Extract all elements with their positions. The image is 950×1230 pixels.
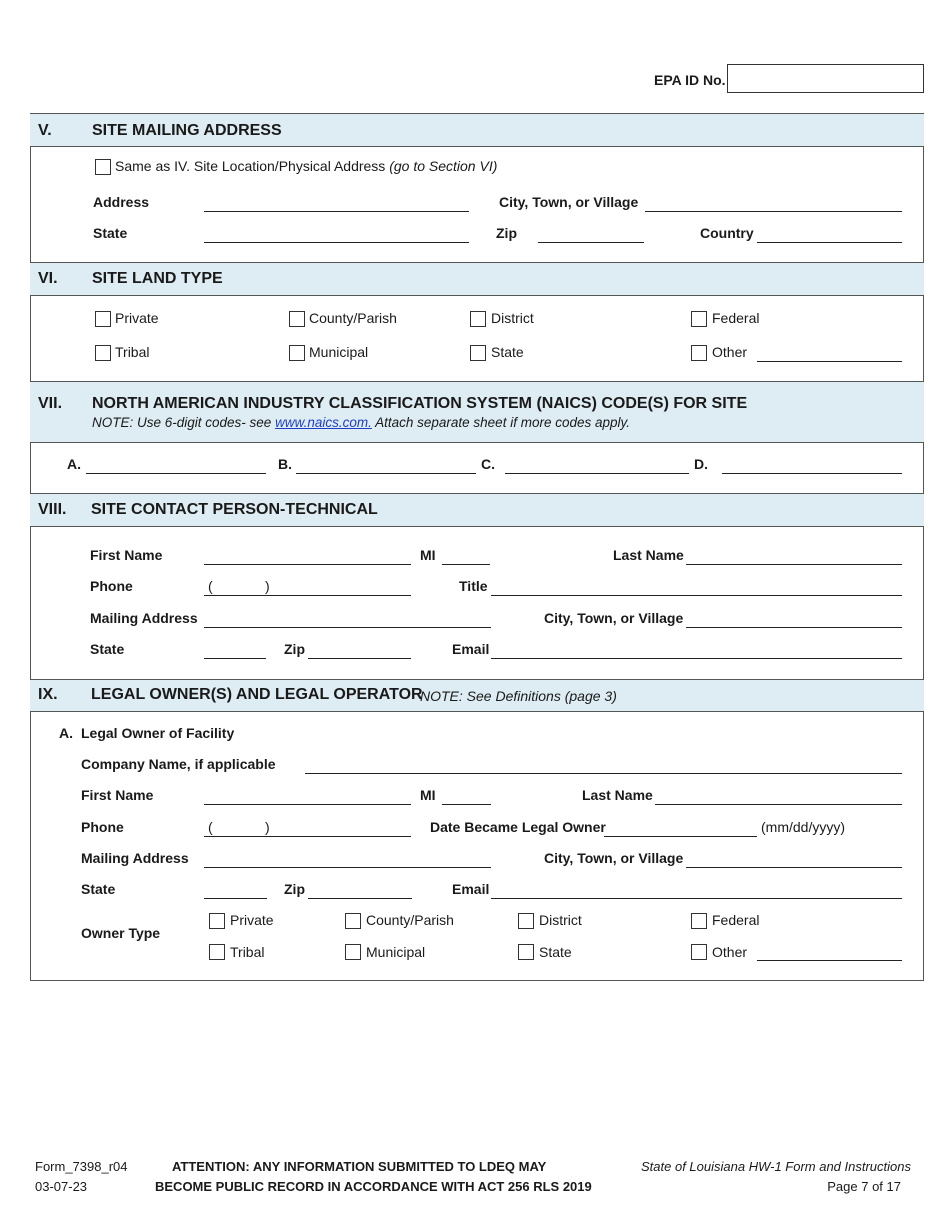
owner-phone-paren-open: ( — [208, 819, 213, 835]
owner-state-type-label: State — [539, 944, 572, 960]
naics-note-pre: NOTE: Use 6-digit codes- see — [92, 415, 276, 430]
owner-other-label: Other — [712, 944, 748, 960]
owner-other-field[interactable] — [757, 960, 902, 961]
land-federal-label: Federal — [712, 310, 760, 326]
land-municipal-checkbox[interactable] — [289, 345, 305, 361]
section-viii-number: VIII. — [38, 501, 67, 518]
owner-company-label: Company Name, if applicable — [81, 756, 276, 772]
epa-id-input[interactable] — [727, 64, 924, 93]
land-county-checkbox[interactable] — [289, 311, 305, 327]
owner-email-field[interactable] — [491, 898, 902, 899]
owner-last-name-field[interactable] — [655, 804, 902, 805]
mailing-city-label: City, Town, or Village — [499, 194, 639, 210]
section-viii-header — [30, 493, 924, 527]
owner-type-label: Owner Type — [81, 925, 161, 941]
tech-phone-label: Phone — [90, 578, 133, 594]
tech-state-label: State — [90, 641, 125, 657]
land-district-label: District — [491, 310, 534, 326]
section-ix-number: IX. — [38, 686, 58, 703]
tech-phone-paren-open: ( — [208, 578, 213, 594]
same-as-iv-label — [115, 158, 497, 174]
tech-mailing-field[interactable] — [204, 627, 491, 628]
owner-phone-label: Phone — [81, 819, 124, 835]
land-district-checkbox[interactable] — [470, 311, 486, 327]
land-other-checkbox[interactable] — [691, 345, 707, 361]
land-tribal-label: Tribal — [115, 344, 150, 360]
section-vii-note — [92, 415, 630, 430]
owner-municipal-label: Municipal — [366, 944, 426, 960]
owner-county-checkbox[interactable] — [345, 913, 361, 929]
naics-c-field[interactable] — [505, 473, 689, 474]
mailing-zip-field[interactable] — [538, 242, 644, 243]
naics-d-label: D. — [694, 456, 708, 472]
owner-private-checkbox[interactable] — [209, 913, 225, 929]
owner-phone-paren-close: ) — [265, 819, 270, 835]
owner-state-field[interactable] — [204, 898, 267, 899]
same-as-iv-checkbox[interactable] — [95, 159, 111, 175]
footer-form-date: 03-07-23 — [35, 1179, 88, 1194]
mailing-state-field[interactable] — [204, 242, 469, 243]
section-ix-title: LEGAL OWNER(S) AND LEGAL OPERATOR — [91, 686, 423, 703]
section-vi-header — [30, 262, 924, 296]
owner-state-checkbox[interactable] — [518, 944, 534, 960]
footer-attention-line2: BECOME PUBLIC RECORD IN ACCORDANCE WITH ACT 256 RLS 2019 — [155, 1179, 592, 1194]
mailing-country-label: Country — [700, 225, 754, 241]
tech-city-label: City, Town, or Village — [544, 610, 684, 626]
footer-page-number: Page 7 of 17 — [827, 1179, 901, 1194]
owner-first-name-field[interactable] — [204, 804, 411, 805]
tech-mi-field[interactable] — [442, 564, 490, 565]
owner-mailing-label: Mailing Address — [81, 850, 189, 866]
land-tribal-checkbox[interactable] — [95, 345, 111, 361]
owner-city-label: City, Town, or Village — [544, 850, 684, 866]
mailing-country-field[interactable] — [757, 242, 902, 243]
section-ix-note: NOTE: See Definitions (page 3) — [420, 688, 617, 704]
owner-zip-field[interactable] — [308, 898, 412, 899]
owner-email-label: Email — [452, 881, 490, 897]
land-federal-checkbox[interactable] — [691, 311, 707, 327]
section-vi-number: VI. — [38, 270, 58, 287]
tech-last-name-field[interactable] — [686, 564, 902, 565]
owner-last-name-label: Last Name — [582, 787, 653, 803]
section-vii-header — [30, 381, 924, 443]
land-county-label: County/Parish — [309, 310, 397, 326]
owner-date-format: (mm/dd/yyyy) — [761, 819, 845, 835]
owner-federal-label: Federal — [712, 912, 760, 928]
land-state-label: State — [491, 344, 524, 360]
owner-tribal-checkbox[interactable] — [209, 944, 225, 960]
owner-district-label: District — [539, 912, 582, 928]
epa-id-label: EPA ID No. — [654, 72, 726, 88]
owner-tribal-label: Tribal — [230, 944, 265, 960]
naics-b-label: B. — [278, 456, 292, 472]
section-v-title: SITE MAILING ADDRESS — [92, 122, 282, 139]
tech-title-field[interactable] — [491, 595, 902, 596]
owner-mi-field[interactable] — [442, 804, 491, 805]
owner-a-number: A. — [59, 725, 73, 741]
owner-state-label: State — [81, 881, 116, 897]
tech-first-name-label: First Name — [90, 547, 163, 563]
owner-municipal-checkbox[interactable] — [345, 944, 361, 960]
owner-a-title: Legal Owner of Facility — [81, 725, 235, 741]
owner-district-checkbox[interactable] — [518, 913, 534, 929]
tech-last-name-label: Last Name — [613, 547, 684, 563]
owner-city-field[interactable] — [686, 867, 902, 868]
owner-zip-label: Zip — [284, 881, 305, 897]
naics-b-field[interactable] — [296, 473, 476, 474]
naics-c-label: C. — [481, 456, 495, 472]
tech-phone-field[interactable] — [204, 595, 411, 596]
naics-note-post: Attach separate sheet if more codes apply. — [371, 415, 631, 430]
tech-zip-label: Zip — [284, 641, 305, 657]
section-v-number: V. — [38, 122, 52, 139]
tech-state-field[interactable] — [204, 658, 266, 659]
same-as-iv-note: (go to Section VI) — [389, 158, 498, 174]
land-other-field[interactable] — [757, 361, 902, 362]
tech-phone-paren-close: ) — [265, 578, 270, 594]
section-vii-title: NORTH AMERICAN INDUSTRY CLASSIFICATION SYSTEM (NAICS) CODE(S) FOR SITE — [92, 395, 748, 412]
tech-city-field[interactable] — [686, 627, 902, 628]
owner-mailing-field[interactable] — [204, 867, 491, 868]
land-municipal-label: Municipal — [309, 344, 369, 360]
section-v-header — [30, 113, 924, 147]
tech-mi-label: MI — [420, 547, 436, 563]
land-private-label: Private — [115, 310, 159, 326]
footer-form-number: Form_7398_r04 — [35, 1159, 128, 1174]
section-vii-number: VII. — [38, 395, 63, 412]
mailing-city-field[interactable] — [645, 211, 902, 212]
section-viii-title: SITE CONTACT PERSON-TECHNICAL — [91, 501, 378, 518]
land-other-label: Other — [712, 344, 748, 360]
tech-first-name-field[interactable] — [204, 564, 411, 565]
owner-date-field[interactable] — [604, 836, 757, 837]
owner-other-checkbox[interactable] — [691, 944, 707, 960]
footer-state-form: State of Louisiana HW-1 Form and Instructions — [641, 1159, 911, 1174]
owner-county-label: County/Parish — [366, 912, 454, 928]
land-state-checkbox[interactable] — [470, 345, 486, 361]
mailing-address-field[interactable] — [204, 211, 469, 212]
owner-phone-field[interactable] — [204, 836, 411, 837]
tech-title-label: Title — [459, 578, 488, 594]
tech-zip-field[interactable] — [308, 658, 411, 659]
section-ix-header — [30, 679, 924, 712]
tech-email-label: Email — [452, 641, 490, 657]
same-as-iv-text: Same as IV. Site Location/Physical Address — [115, 158, 386, 174]
naics-link[interactable]: www.naics.com. — [275, 415, 372, 430]
naics-a-label: A. — [67, 456, 81, 472]
owner-first-name-label: First Name — [81, 787, 154, 803]
owner-federal-checkbox[interactable] — [691, 913, 707, 929]
mailing-zip-label: Zip — [496, 225, 517, 241]
owner-company-field[interactable] — [305, 773, 902, 774]
land-private-checkbox[interactable] — [95, 311, 111, 327]
owner-date-label: Date Became Legal Owner — [430, 819, 606, 835]
tech-email-field[interactable] — [491, 658, 902, 659]
naics-d-field[interactable] — [722, 473, 902, 474]
footer-attention-line1: ATTENTION: ANY INFORMATION SUBMITTED TO LDEQ MAY — [172, 1159, 547, 1174]
section-vi-title: SITE LAND TYPE — [92, 270, 223, 287]
tech-mailing-label: Mailing Address — [90, 610, 198, 626]
owner-mi-label: MI — [420, 787, 436, 803]
mailing-address-label: Address — [93, 194, 150, 210]
owner-private-label: Private — [230, 912, 274, 928]
mailing-state-label: State — [93, 225, 128, 241]
naics-a-field[interactable] — [86, 473, 266, 474]
